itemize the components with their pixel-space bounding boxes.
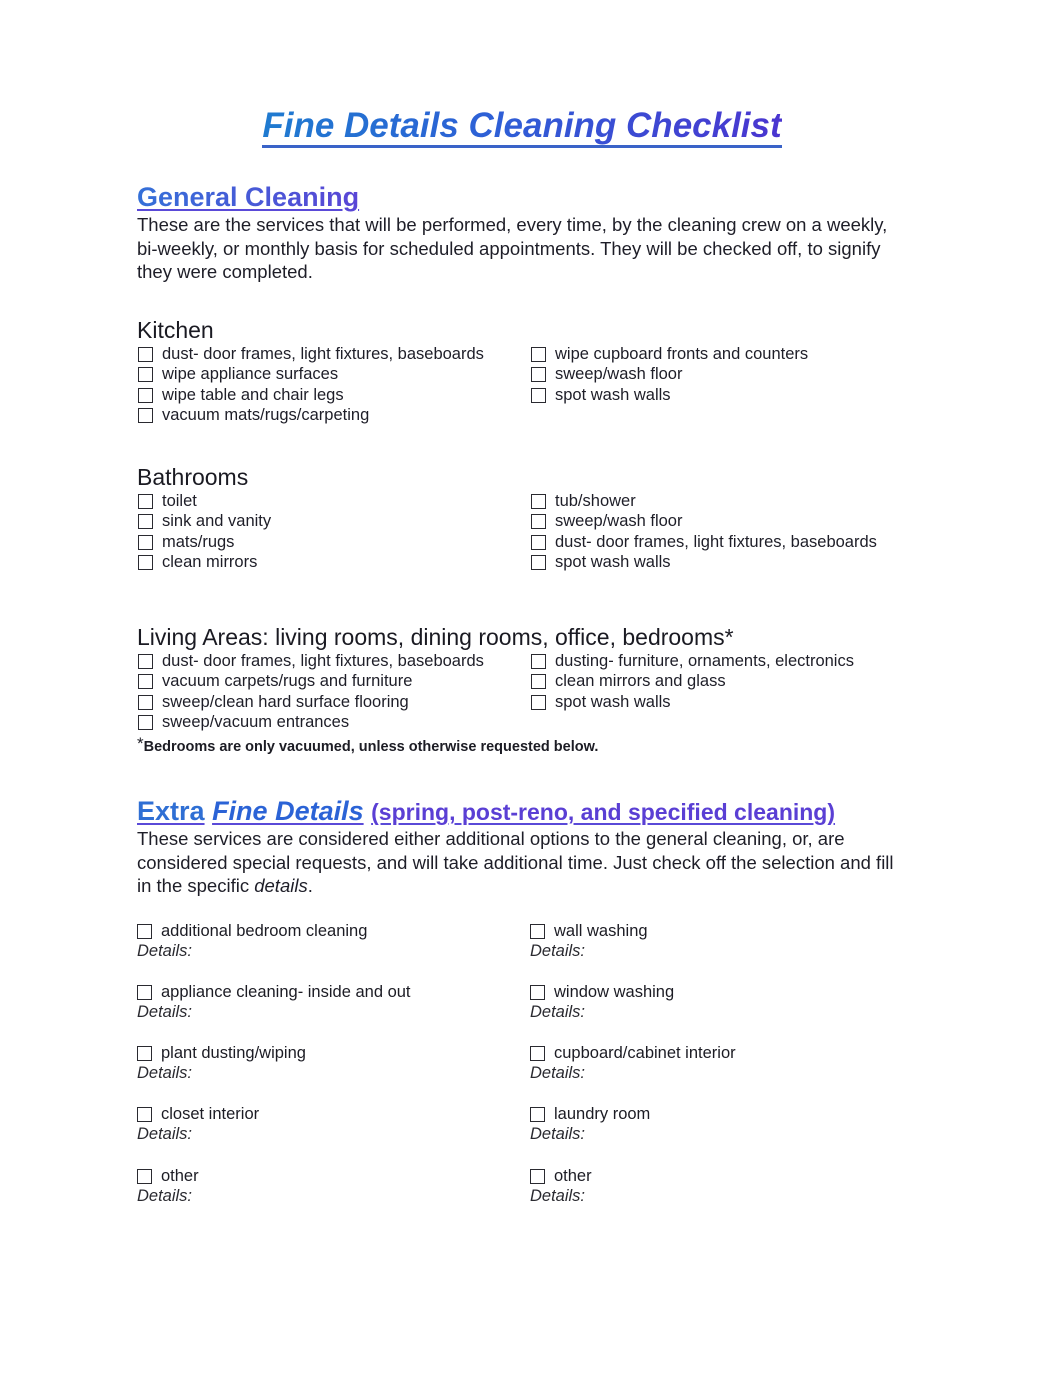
checkbox[interactable] — [138, 535, 153, 550]
living-left-list — [138, 651, 484, 733]
checkbox[interactable] — [531, 514, 546, 529]
general-cleaning-heading-text: General Cleaning — [137, 182, 360, 212]
extra-item-label: other — [554, 1166, 592, 1185]
checkbox[interactable] — [138, 654, 153, 669]
checkbox[interactable] — [138, 367, 153, 382]
extra-item-label: cupboard/cabinet interior — [554, 1043, 736, 1062]
checklist-item-label: dust- door frames, light fixtures, baseboards — [555, 532, 877, 551]
details-label: Details: — [530, 1003, 586, 1021]
extra-description-end: . — [307, 875, 313, 896]
checklist-item-label: sweep/wash floor — [555, 512, 683, 531]
checklist-item[interactable] — [531, 553, 877, 574]
extra-item — [137, 1043, 497, 1084]
fine-details-word: Fine Details — [212, 796, 364, 826]
checkbox[interactable] — [138, 514, 153, 529]
kitchen-left-list — [138, 344, 484, 426]
checkbox[interactable] — [531, 388, 546, 403]
page-title — [0, 104, 1044, 148]
general-cleaning-heading — [137, 182, 359, 212]
checklist-item-label: spot wash walls — [555, 553, 671, 572]
checkbox[interactable] — [530, 1046, 545, 1061]
details-label: Details: — [137, 1187, 193, 1205]
checkbox[interactable] — [530, 1169, 545, 1184]
checklist-item[interactable] — [138, 512, 271, 533]
asterisk: * — [137, 734, 144, 753]
extra-description-text: These services are considered either additional options to the general cleaning, or, are considered special requests, and will take additional time. Just check off the selection and fill in the specific — [137, 828, 894, 896]
checkbox[interactable] — [137, 924, 152, 939]
checkbox[interactable] — [530, 1107, 545, 1122]
checklist-item[interactable] — [531, 692, 854, 713]
checkbox[interactable] — [531, 674, 546, 689]
checklist-item-label: toilet — [162, 491, 197, 510]
checklist-item[interactable] — [531, 344, 808, 365]
checklist-item[interactable] — [531, 385, 808, 406]
checklist-item[interactable] — [138, 553, 271, 574]
checkbox[interactable] — [531, 347, 546, 362]
checkbox[interactable] — [531, 494, 546, 509]
extra-item — [137, 982, 497, 1023]
checklist-item-label: sweep/clean hard surface flooring — [162, 692, 409, 711]
checklist-item[interactable] — [138, 385, 484, 406]
extra-item — [137, 1104, 497, 1145]
checklist-item-label: clean mirrors — [162, 553, 258, 572]
extra-item-label: wall washing — [554, 921, 648, 940]
checklist-item[interactable] — [531, 365, 808, 386]
checkbox[interactable] — [138, 347, 153, 362]
extra-item — [530, 1166, 890, 1207]
page-title-text: Fine Details Cleaning Checklist — [262, 106, 781, 148]
details-label: Details: — [137, 942, 193, 960]
checklist-item[interactable] — [531, 672, 854, 693]
checkbox[interactable] — [137, 985, 152, 1000]
checklist-item-label: tub/shower — [555, 491, 636, 510]
checklist-item-label: spot wash walls — [555, 385, 671, 404]
checklist-item[interactable] — [531, 532, 877, 553]
checklist-item-label: mats/rugs — [162, 532, 235, 551]
checklist-item[interactable] — [138, 672, 484, 693]
checkbox[interactable] — [531, 555, 546, 570]
extra-word: Extra — [137, 796, 205, 826]
living-right-list — [531, 651, 854, 713]
checkbox[interactable] — [138, 388, 153, 403]
living-areas-label: Living Areas: living rooms, dining rooms, office, bedrooms* — [137, 624, 734, 650]
extra-description-em: details — [254, 875, 308, 896]
details-label: Details: — [137, 1003, 193, 1021]
extra-fine-details-heading — [137, 796, 835, 827]
checklist-item[interactable] — [531, 512, 877, 533]
checkbox[interactable] — [137, 1046, 152, 1061]
extra-item-label: window washing — [554, 982, 675, 1001]
kitchen-label: Kitchen — [137, 317, 214, 343]
checklist-item-label: sweep/vacuum entrances — [162, 713, 350, 732]
extra-item-label: closet interior — [161, 1104, 260, 1123]
checkbox[interactable] — [137, 1169, 152, 1184]
extra-item-label: laundry room — [554, 1104, 651, 1123]
checkbox[interactable] — [531, 367, 546, 382]
checkbox[interactable] — [138, 408, 153, 423]
checklist-item-label: sink and vanity — [162, 512, 272, 531]
checklist-item-label: wipe appliance surfaces — [162, 365, 339, 384]
checklist-item[interactable] — [138, 713, 484, 734]
extra-item-label: plant dusting/wiping — [161, 1043, 306, 1062]
bedrooms-note — [137, 734, 598, 755]
checkbox[interactable] — [138, 715, 153, 730]
checkbox[interactable] — [530, 985, 545, 1000]
bathrooms-right-list — [531, 491, 877, 573]
extra-subtitle: (spring, post-reno, and specified cleaning) — [371, 799, 836, 825]
checklist-item-label: sweep/wash floor — [555, 365, 683, 384]
checklist-item-label: dust- door frames, light fixtures, baseboards — [162, 651, 484, 670]
checklist-item[interactable] — [138, 651, 484, 672]
extra-item — [530, 1104, 890, 1145]
details-label: Details: — [137, 1125, 193, 1143]
extra-item — [137, 921, 497, 962]
checklist-item[interactable] — [138, 491, 271, 512]
bathrooms-label: Bathrooms — [137, 464, 249, 490]
details-label: Details: — [137, 1064, 193, 1082]
bedrooms-note-text: Bedrooms are only vacuumed, unless otherwise requested below. — [143, 739, 599, 755]
checklist-item-label: clean mirrors and glass — [555, 672, 726, 691]
kitchen-right-list — [531, 344, 808, 406]
checklist-item-label: wipe table and chair legs — [162, 385, 344, 404]
extra-item-label: additional bedroom cleaning — [161, 921, 368, 940]
extra-item-label: appliance cleaning- inside and out — [161, 982, 411, 1001]
checklist-item[interactable] — [138, 344, 484, 365]
details-label: Details: — [530, 942, 586, 960]
checklist-item-label: dusting- furniture, ornaments, electronics — [555, 651, 854, 670]
extra-item — [530, 921, 890, 962]
checklist-item[interactable] — [138, 692, 484, 713]
checklist-item-label: spot wash walls — [555, 692, 671, 711]
checklist-item-label: vacuum mats/rugs/carpeting — [162, 406, 370, 425]
checklist-item[interactable] — [138, 365, 484, 386]
checklist-item[interactable] — [531, 651, 854, 672]
checkbox[interactable] — [138, 494, 153, 509]
extra-item — [530, 1043, 890, 1084]
checklist-item-label: wipe cupboard fronts and counters — [555, 344, 809, 363]
checklist-item-label: dust- door frames, light fixtures, baseboards — [162, 344, 484, 363]
details-label: Details: — [530, 1064, 586, 1082]
checklist-item[interactable] — [138, 406, 484, 427]
general-cleaning-description: These are the services that will be performed, every time, by the cleaning crew on a weekly, bi-weekly, or monthly basis for scheduled appointments. They will be checked off, to signify they were completed. — [137, 214, 888, 282]
extra-item — [530, 982, 890, 1023]
checkbox[interactable] — [531, 535, 546, 550]
details-label: Details: — [530, 1187, 586, 1205]
checklist-item-label: vacuum carpets/rugs and furniture — [162, 672, 413, 691]
checkbox[interactable] — [530, 924, 545, 939]
checkbox[interactable] — [138, 695, 153, 710]
checkbox[interactable] — [138, 674, 153, 689]
details-label: Details: — [530, 1125, 586, 1143]
checklist-item[interactable] — [531, 491, 877, 512]
checkbox[interactable] — [137, 1107, 152, 1122]
checkbox[interactable] — [138, 555, 153, 570]
checkbox[interactable] — [531, 695, 546, 710]
bathrooms-left-list — [138, 491, 271, 573]
checklist-item[interactable] — [138, 532, 271, 553]
extra-item — [137, 1166, 497, 1207]
checkbox[interactable] — [531, 654, 546, 669]
extra-item-label: other — [161, 1166, 199, 1185]
extra-description — [137, 827, 897, 898]
